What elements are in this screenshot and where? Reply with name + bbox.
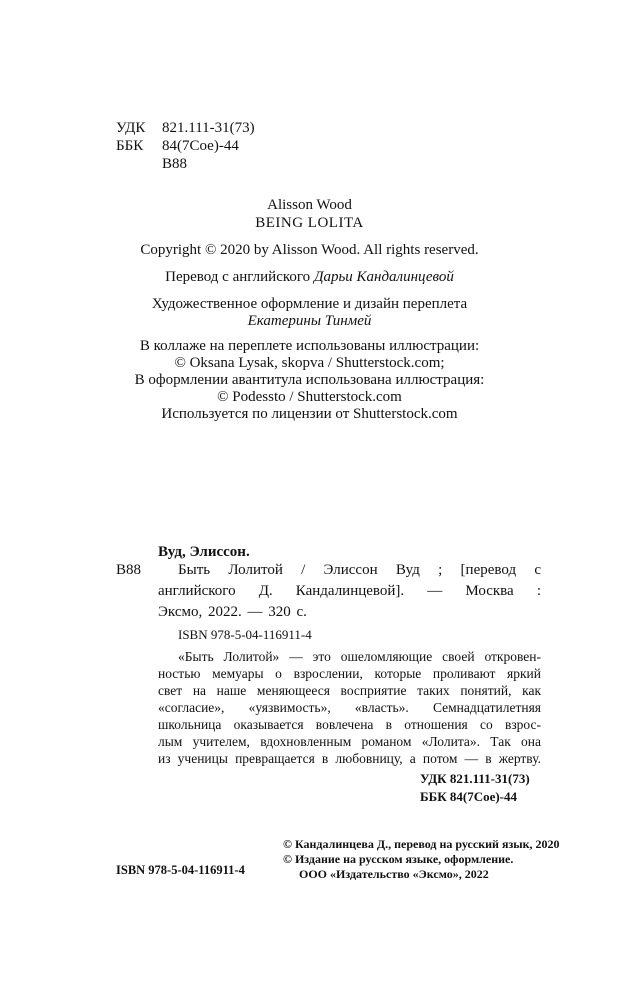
annotation-line-3: свет на наше меняющееся восприятие таких понятий, как xyxy=(158,683,541,698)
udk-label: УДК xyxy=(116,120,146,136)
footer-isbn: ISBN 978-5-04-116911-4 xyxy=(116,863,245,877)
translation-line xyxy=(0,268,619,286)
translator-name: Дарьи Кандалинцевой xyxy=(313,269,454,285)
catalog-desc-line-2: английского Д. Кандалинцевой]. — Москва : xyxy=(158,583,541,599)
catalog-heading: Вуд, Элиссон. xyxy=(158,544,250,560)
footer-copyright-3: ООО «Издательство «Эксмо», 2022 xyxy=(299,867,489,881)
annotation-line-4: «согласие», «уязвимость», «власть». Семнадцатилетняя xyxy=(158,700,541,715)
annotation-line-6: лым учителем, вдохновленным романом «Лолита». Так она xyxy=(158,734,541,749)
catalog-isbn: ISBN 978-5-04-116911-4 xyxy=(178,627,312,642)
design-line: Художественное оформление и дизайн переплета xyxy=(151,296,468,312)
annotation-line-2: ностью мемуары о взрослении, которые проливают яркий xyxy=(158,666,541,681)
udk-value: 821.111-31(73) xyxy=(162,120,255,136)
annotation-line-7: из ученицы превращается в любовницу, а потом — в жертву. xyxy=(158,751,541,766)
bbk-value: 84(7Сое)-44 xyxy=(162,138,239,154)
catalog-desc-line-3: Эксмо, 2022. — 320 с. xyxy=(158,604,307,620)
illustration-line-2: © Oksana Lysak, skopva / Shutterstock.com; xyxy=(174,355,445,371)
original-title: BEING LOLITA xyxy=(255,215,364,231)
copyright-line: Copyright © 2020 by Alisson Wood. All rights reserved. xyxy=(140,242,479,258)
illustration-line-5: Используется по лицензии от Shutterstock.com xyxy=(161,406,458,422)
annotation-line-5: школьница оказывается вовлечена в отношения со взрос- xyxy=(158,717,541,732)
translation-prefix: Перевод с английского xyxy=(165,269,311,285)
footer-copyright-1: © Кандалинцева Д., перевод на русский язык, 2020 xyxy=(283,837,560,851)
catalog-bbk: ББК 84(7Сое)-44 xyxy=(420,789,518,804)
footer-copyright-2: © Издание на русском языке, оформление. xyxy=(283,852,514,866)
bbk-label: ББК xyxy=(116,138,144,154)
designer-name: Екатерины Тинмей xyxy=(247,313,372,329)
illustration-line-1: В коллаже на переплете использованы иллюстрации: xyxy=(139,338,480,354)
annotation-line-1: «Быть Лолитой» — это ошеломляющие своей откровен- xyxy=(178,649,541,664)
illustration-line-4: © Podessto / Shutterstock.com xyxy=(217,389,402,405)
catalog-sign: В88 xyxy=(116,562,142,578)
catalog-udk: УДК 821.111-31(73) xyxy=(420,771,530,786)
original-author: Alisson Wood xyxy=(267,197,352,213)
author-sign: В88 xyxy=(162,156,188,172)
catalog-desc-line-1: Быть Лолитой / Элиссон Вуд ; [перевод с xyxy=(178,562,541,578)
illustration-line-3: В оформлении авантитула использована иллюстрация: xyxy=(134,372,485,388)
